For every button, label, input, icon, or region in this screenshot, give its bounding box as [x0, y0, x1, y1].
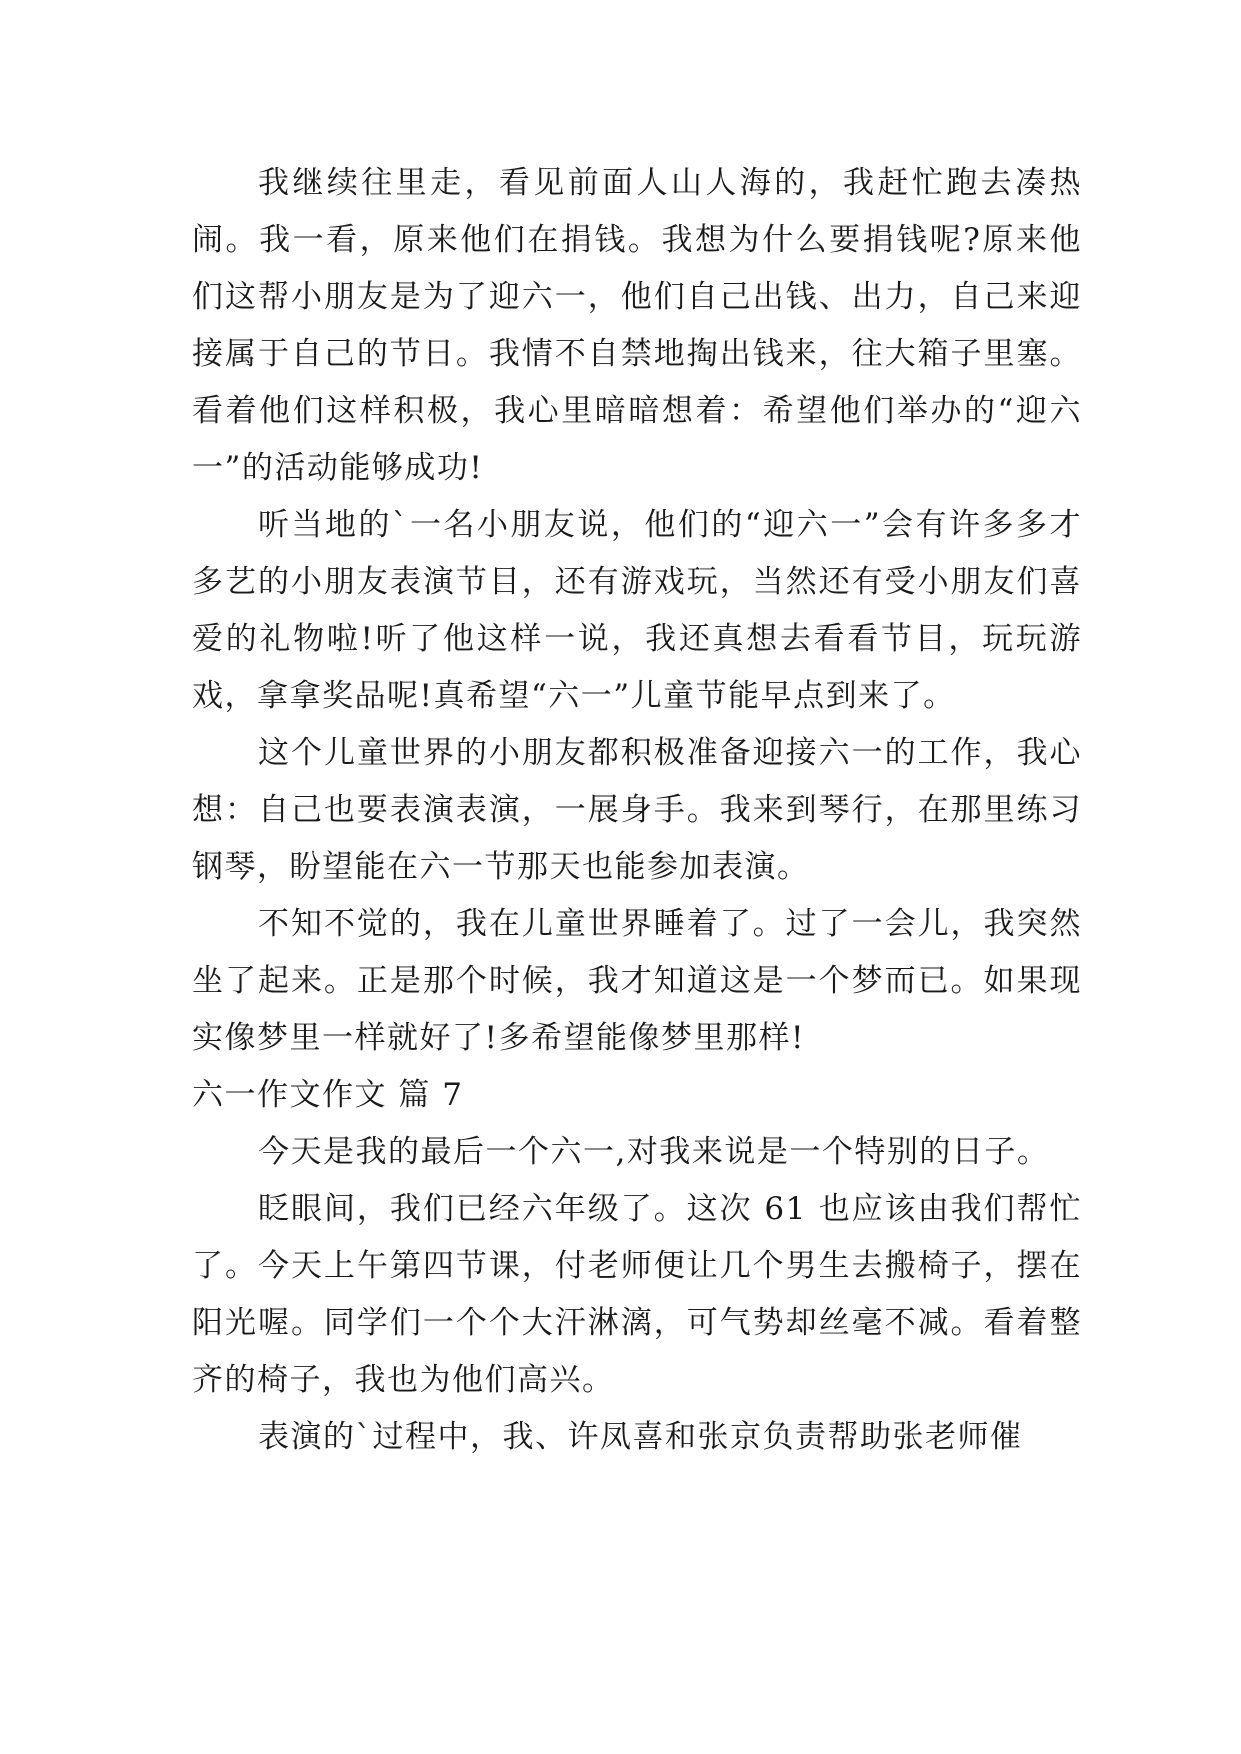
paragraph: 不知不觉的，我在儿童世界睡着了。过了一会儿，我突然坐了起来。正是那个时候，我才知道这是一个梦而已。如果现实像梦里一样就好了!多希望能像梦里那样!	[192, 906, 1082, 1056]
paragraph: 这个儿童世界的小朋友都积极准备迎接六一的工作，我心想：自己也要表演表演，一展身手。我来到琴行，在那里练习钢琴，盼望能在六一节那天也能参加表演。	[192, 735, 1082, 885]
paragraph: 今天是我的最后一个六一,对我来说是一个特别的日子。	[258, 1134, 1050, 1170]
paragraph: 听当地的`一名小朋友说，他们的“迎六一”会有许多多才多艺的小朋友表演节目，还有游戏玩，当然还有受小朋友们喜爱的礼物啦!听了他这样一说，我还真想去看看节目，玩玩游戏，拿拿奖品呢!真希望“六一”儿童节能早点到来了。	[192, 507, 1082, 714]
paragraph: 表演的`过程中，我、许凤喜和张京负责帮助张老师催	[258, 1419, 1023, 1455]
section-heading: 六一作文作文 篇 7	[192, 1077, 464, 1113]
document-page	[192, 155, 1082, 1466]
paragraph: 眨眼间，我们已经六年级了。这次 61 也应该由我们帮忙了。今天上午第四节课，付老师便让几个男生去搬椅子，摆在阳光喔。同学们一个个大汗淋漓，可气势却丝毫不减。看着整齐的椅子，我也为他们高兴。	[192, 1191, 1082, 1398]
paragraph: 我继续往里走，看见前面人山人海的，我赶忙跑去凑热闹。我一看，原来他们在捐钱。我想为什么要捐钱呢?原来他们这帮小朋友是为了迎六一，他们自己出钱、出力，自己来迎接属于自己的节日。我情不自禁地掏出钱来，往大箱子里塞。看着他们这样积极，我心里暗暗想着：希望他们举办的“迎六一”的活动能够成功!	[192, 165, 1082, 486]
